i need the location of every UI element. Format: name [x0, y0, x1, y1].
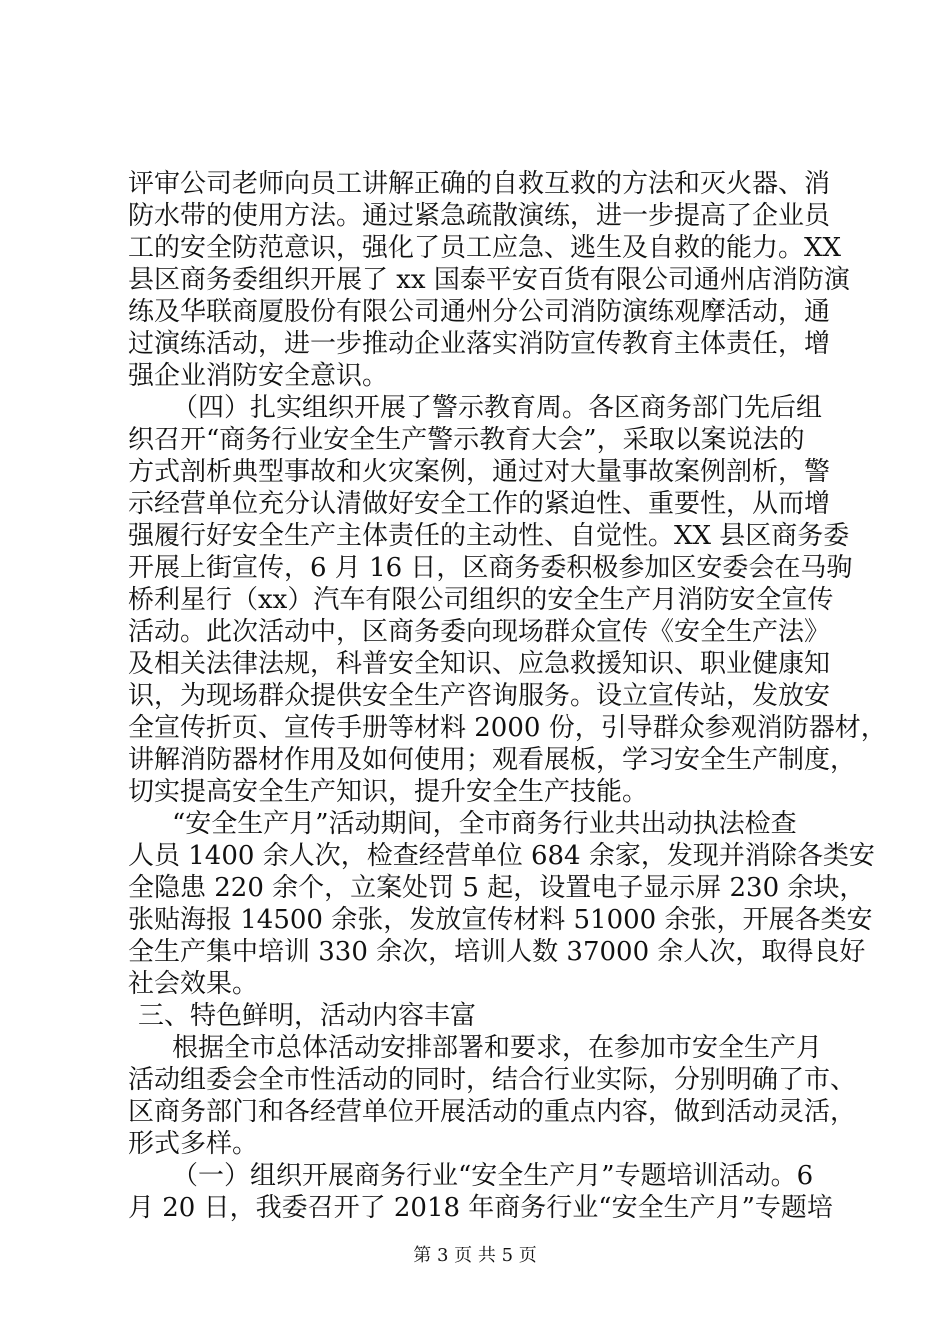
body-text	[128, 168, 887, 1224]
text-line: 形式多样。	[128, 1129, 259, 1159]
text-line: 织召开“商务行业安全生产警示教育大会”，采取以案说法的	[128, 425, 805, 455]
text-line: 活动。此次活动中，区商务委向现场群众宣传《安全生产法》	[128, 617, 831, 647]
text-line: 方式剖析典型事故和火灾案例，通过对大量事故案例剖析，警	[128, 457, 831, 487]
text-line: 防水带的使用方法。通过紧急疏散演练，进一步提高了企业员	[128, 201, 831, 231]
text-line: 强履行好安全生产主体责任的主动性、自觉性。XX 县区商务委	[128, 521, 850, 551]
section-heading: 三、特色鲜明，活动内容丰富	[138, 1001, 477, 1031]
text-line: 强企业消防安全意识。	[128, 361, 389, 391]
text-line: 评审公司老师向员工讲解正确的自救互救的方法和灭火器、消	[128, 169, 831, 199]
text-line: 县区商务委组织开展了 xx 国泰平安百货有限公司通州店消防演	[128, 265, 850, 295]
text-line: 人员 1400 余人次，检查经营单位 684 余家，发现并消除各类安	[128, 841, 875, 871]
text-line: 区商务部门和各经营单位开展活动的重点内容，做到活动灵活，	[128, 1097, 857, 1127]
text-line: 工的安全防范意识，强化了员工应急、逃生及自救的能力。XX	[128, 233, 842, 263]
text-line: 及相关法律法规，科普安全知识、应急救援知识、职业健康知	[128, 649, 831, 679]
text-line: 示经营单位充分认清做好安全工作的紧迫性、重要性，从而增	[128, 489, 831, 519]
text-line: 月 20 日，我委召开了 2018 年商务行业“安全生产月”专题培	[128, 1193, 833, 1223]
text-line: 切实提高安全生产知识，提升安全生产技能。	[128, 777, 649, 807]
text-line: 张贴海报 14500 余张，发放宣传材料 51000 余张，开展各类安	[128, 905, 873, 935]
paragraph-start-line: （四）扎实组织开展了警示教育周。各区商务部门先后组	[172, 393, 823, 423]
text-line: 全宣传折页、宣传手册等材料 2000 份，引导群众参观消防器材，	[128, 713, 887, 743]
text-line: 社会效果。	[128, 969, 259, 999]
paragraph-start-line: 根据全市总体活动安排部署和要求，在参加市安全生产月	[172, 1033, 823, 1063]
text-line: 练及华联商厦股份有限公司通州分公司消防演练观摩活动，通	[128, 297, 831, 327]
text-line: 全生产集中培训 330 余次，培训人数 37000 余人次，取得良好	[128, 937, 866, 967]
text-line: 桥利星行（xx）汽车有限公司组织的安全生产月消防安全宣传	[128, 585, 834, 615]
text-line: 全隐患 220 余个，立案处罚 5 起，设置电子显示屏 230 余块，	[128, 873, 866, 903]
paragraph-start-line: “安全生产月”活动期间，全市商务行业共出动执法检查	[172, 809, 797, 839]
paragraph-start-line: （一）组织开展商务行业“安全生产月”专题培训活动。6	[172, 1161, 814, 1191]
text-line: 活动组委会全市性活动的同时，结合行业实际，分别明确了市、	[128, 1065, 857, 1095]
text-line: 讲解消防器材作用及如何使用；观看展板，学习安全生产制度，	[128, 745, 857, 775]
text-line: 开展上街宣传，6 月 16 日，区商务委积极参加区安委会在马驹	[128, 553, 853, 583]
page-number-footer: 第 3 页 共 5 页	[413, 1245, 537, 1266]
text-line: 识，为现场群众提供安全生产咨询服务。设立宣传站，发放安	[128, 681, 831, 711]
text-line: 过演练活动，进一步推动企业落实消防宣传教育主体责任，增	[128, 329, 831, 359]
